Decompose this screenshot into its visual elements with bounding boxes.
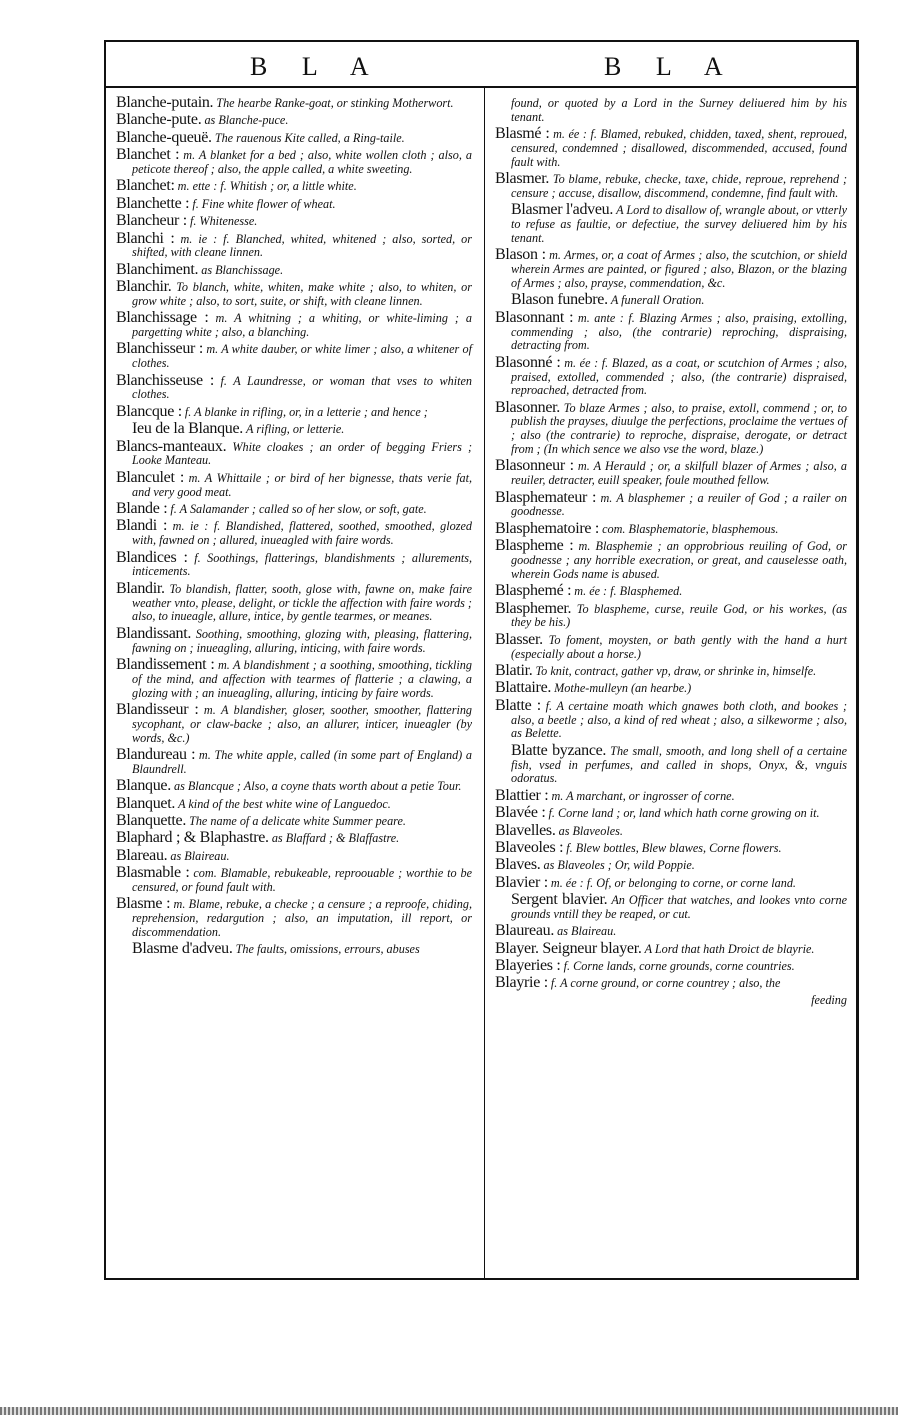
dictionary-entry [495,248,847,290]
entry-headword: Ieu de la Blanque. [132,420,243,438]
entry-headword: Blanque. [116,777,171,795]
entry-headword: Blanche-queuë. [116,128,212,146]
column-divider [484,88,485,1278]
dictionary-entry [116,548,473,580]
frame-right-rule [856,40,859,1278]
dictionary-entry [495,741,848,786]
dictionary-entry [116,229,472,261]
entry-headword: Blasonné : [495,353,561,371]
entry-headword: Blanche-putain. [116,94,214,111]
entry-definition: m. Armes, or, a coat of Armes ; also, the scutchion, or shield wherein Armes are painted, or figured ; also, Blazon, or the blazing of Armes ; also, prayse, commendation, &c. [511,248,847,290]
frame-bottom-rule [104,1278,859,1280]
entry-headword: Blanchisseur : [116,340,204,358]
entry-definition: f. Whitenesse. [189,214,258,229]
entry-definition: A kind of the best white wine of Languedoc. [178,796,391,811]
dictionary-entry [495,308,848,353]
entry-headword: Blancheur : [116,212,187,230]
entry-definition: To blaspheme, curse, reuile God, or his workes, (as they be his.) [511,601,847,630]
entry-headword: Blattaire. [495,679,552,697]
running-head-left: B L A [250,52,383,81]
entry-headword: Sergent blavier. [511,891,608,909]
entry-headword: Blandissant. [116,624,192,642]
entry-definition: m. A Herauld ; or, a skilfull blazer of Armes ; also, a reuiler, detracter, euill speaker, foule mouthed fellow. [511,459,848,488]
entry-headword: Blasonneur : [495,457,574,475]
dictionary-entry [495,293,847,308]
entry-definition: com. Blasphematorie, blasphemous. [602,521,779,536]
dictionary-entry [495,519,847,537]
entry-headword: Blayeries : [495,957,561,975]
entry-headword: Blasphemé : [495,582,572,600]
entry-headword: Blaveoles : [495,838,564,856]
entry-definition: f. A blanke in rifling, or, in a letterie ; and hence ; [184,404,428,419]
dictionary-entry [495,681,847,696]
dictionary-entry [116,311,472,340]
dictionary-entry [495,488,847,520]
dictionary-entry [495,806,847,821]
dictionary-entry [495,459,847,488]
entry-headword: Blanchet : [116,146,180,164]
entry-definition: m. ée : f. Blazed, as a coat, or scutchion of Armes ; also, praised, extolled, commended ; also, (the contrarie) dispraised, reproached, detracted from. [511,355,847,398]
dictionary-entry [116,371,472,403]
entry-headword: Blanchir. [116,278,172,296]
catchword: feeding [811,992,847,1007]
entry-definition: as Blanche-puce. [204,113,289,128]
entry-definition: m. ée : f. Blasphemed. [574,584,683,599]
dictionary-entry [495,873,847,891]
entry-definition: as Blaffard ; & Blaffastre. [271,831,400,846]
entry-headword: Blandir. [116,579,165,597]
entry-headword: Blavée : [495,804,546,822]
entry-definition: m. A blasphemer ; a reuiler of God ; a railer on goodnesse. [511,490,847,519]
dictionary-entry [116,897,472,939]
dictionary-entry [495,959,847,974]
dictionary-entry [116,437,473,469]
entry-definition: The faults, omissions, errours, abuses [235,942,420,957]
entry-headword: Blande : [116,500,168,518]
entry-definition: m. The white apple, called (in some part of England) a Blaundrell. [132,747,472,776]
entry-definition: A rifling, or letterie. [246,422,345,437]
dictionary-entry [116,866,472,895]
dictionary-entry [495,353,847,398]
entry-definition: A Lord to disallow of, wrangle about, or vtterly to refuse as faultie, or defectiue, the survey deliuered him by his tenant. [511,203,848,245]
entry-headword: Blandi : [116,517,168,535]
entry-headword: Blavelles. [495,821,556,839]
dictionary-entry [495,939,847,957]
frame-top-rule [104,40,859,42]
entry-headword: Blanche-pute. [116,111,202,129]
frame-left-rule [104,40,106,1278]
entry-definition: m. Blame, rebuke, a checke ; a censure ; a reproofe, chiding, reprehension, redargution ; also, an imputation, ill report, or discommendation. [132,897,472,939]
dictionary-entry [116,846,472,864]
entry-definition: as Blaireau. [170,848,230,863]
dictionary-entry [116,831,472,846]
entry-headword: Blanquette. [116,811,187,829]
entry-headword: Blancs-manteaux. [116,437,227,455]
entry-headword: Blasmable : [116,864,190,882]
dictionary-entry [116,779,472,794]
entry-headword: Blayer. Seigneur blayer. [495,939,642,957]
entry-definition: m. Blasphemie ; an opprobrious reuiling of God, or goodnesse ; any horrible execration, or great, and causelesse oath, wherein Gods name is abused. [511,539,848,581]
dictionary-entry [116,280,472,309]
entry-definition: A funerall Oration. [610,293,705,308]
dictionary-entry [495,127,847,169]
dictionary-entry [116,96,472,111]
dictionary-entry [116,194,472,212]
entry-headword: Blasmé : [495,125,550,143]
left-column [116,96,472,960]
entry-headword: Blandices : [116,548,188,566]
dictionary-entry [495,398,847,457]
entry-definition: To blaze Armes ; also, to praise, extoll, commend ; or, to publish the prayses, diuulge the perfections, proclaime the vertues of ; also (the contrarie) to reproche, dispraise, derogate, or detract from ; (In which sence we also vse the word, blaze.) [511,400,847,457]
entry-definition: To foment, moysten, or bath gently with the hand a hurt (especially about a horse.) [511,632,847,661]
entry-headword: Blasme : [116,895,171,913]
entry-definition: To blame, rebuke, checke, taxe, chide, reproue, reprehend ; censure ; accuse, disallow, discommend, condemne, find fault with. [511,172,848,200]
entry-headword: Blasser. [495,630,543,648]
entry-headword: Blanchisseuse : [116,371,215,389]
entry-definition: The hearbe Ranke-goat, or stinking Motherwort. [216,96,454,110]
entry-definition: com. Blamable, rebukeable, reproouable ; worthie to be censured, or found fault with. [132,866,472,894]
entry-definition: To blandish, flatter, sooth, glose with, fawne on, make faire weather vnto, please, delight, or tickle the affection with faire words ; also, to inueagle, allure, intice, by gentle tearmes, or meanes. [132,581,472,624]
dictionary-entry [116,260,472,278]
entry-headword: Blandissement : [116,655,215,673]
entry-definition: m. ée : f. Of, or belonging to corne, or corne land. [550,875,796,890]
entry-headword: Blatir. [495,661,533,679]
dictionary-entry [116,468,473,500]
dictionary-entry [495,838,847,856]
dictionary-entry [116,745,472,777]
entry-definition: m. A blandishment ; a soothing, smoothing, tickling of the mind, and affection with tearmes of flatterie ; a clawing, a glozing with ; an inueagling, alluring, inticing by faire words. [132,657,472,700]
entry-headword: Blasmer. [495,170,550,188]
entry-definition: f. Corne land ; or, land which hath corne growing on it. [548,806,820,821]
entry-headword: Blaphard ; & Blaphastre. [116,829,269,847]
dictionary-entry [116,624,472,656]
entry-headword: Blaureau. [495,922,555,940]
entry-headword: Blanchi : [116,229,175,247]
dictionary-entry [116,179,472,194]
entry-headword: Blareau. [116,846,168,864]
entry-headword: Blatte : [495,696,541,714]
dictionary-entry [495,203,847,245]
right-column [495,96,847,1007]
dictionary-entry [116,342,472,371]
entry-headword: Blasme d'adveu. [132,940,233,958]
entry-headword: Blatte byzance. [511,741,607,759]
entry-headword: Blasonner. [495,398,560,416]
dictionary-entry [495,924,847,939]
dictionary-entry [495,599,847,631]
entry-definition: as Blaveoles ; Or, wild Poppie. [543,858,695,873]
dictionary-entry [116,113,472,128]
entry-definition: m. A blanket for a bed ; also, white wollen cloth ; also, a peticote thereof ; also, the apple called, a white sweeting. [132,148,472,176]
entry-headword: Blayrie : [495,974,548,992]
entry-definition: f. Soothings, flatterings, blandishments ; allurements, inticements. [132,550,473,579]
entry-definition: To blanch, white, whiten, make white ; also, to whiten, or grow white ; also, to sort, suite, or shift, with cleane linnen. [132,280,473,308]
entry-definition: m. A marchant, or ingrosser of corne. [551,788,735,803]
entry-definition: White cloakes ; an order of begging Friers ; Looke Manteau. [132,439,473,468]
entry-definition: f. Blew bottles, Blew blawes, Corne flowers. [566,840,782,855]
entry-headword: Blason funebre. [511,291,608,309]
entry-headword: Blasphemateur : [495,488,597,506]
dictionary-entry [495,630,847,662]
header-rule [104,86,859,88]
entry-definition: The name of a delicate white Summer peare. [189,813,406,828]
dictionary-entry [116,655,472,700]
entry-definition: Mothe-mulleyn (an hearbe.) [554,681,692,696]
entry-definition: f. A corne ground, or corne countrey ; also, the [550,976,781,991]
entry-headword: Blaspheme : [495,537,574,555]
entry-definition: as Blanchissage. [201,262,284,277]
dictionary-entry [495,172,847,201]
entry-headword: Blanchiment. [116,260,199,278]
entry-headword: Blavier : [495,873,548,891]
dictionary-entry [495,821,847,839]
entry-definition: m. ie : f. Blandished, flattered, soothed, smoothed, glozed with, fawned on ; allured, inueagled with faire words. [132,519,473,548]
entry-definition: The rauenous Kite called, a Ring-taile. [214,130,405,145]
dictionary-entry [116,811,472,829]
dictionary-entry [495,539,847,581]
dictionary-entry [116,128,472,146]
entry-definition: f. A Salamander ; called so of her slow, or soft, gate. [170,502,427,517]
entry-headword: Blanculet : [116,468,184,486]
entry-definition: f. Fine white flower of wheat. [192,196,336,211]
entry-definition: as Blaveoles. [558,823,623,838]
entry-headword: Blattier : [495,786,549,804]
entry-definition: f. A certaine moath which gnawes both cloth, and bookes ; also, a beetle ; also, a kind of red wheat ; also, a silkeworme ; also, as Belette. [511,698,848,741]
entry-definition: m. A blandisher, gloser, soother, smoother, flattering sycophant, or claw-backe ; also, an allurer, inticer, inueagler (by words, &c.) [132,702,473,745]
entry-headword: Blasmer l'adveu. [511,201,614,219]
entry-definition: as Blaireau. [557,924,617,939]
entry-definition: m. A Whittaile ; or bird of her bignesse, thats verie fat, and very good meat. [132,470,473,499]
entry-definition: m. A whitning ; a whiting, or white-liming ; a pargetting white ; also, a blanching. [132,311,472,340]
dictionary-entry [116,794,472,812]
entry-definition: f. A Laundresse, or woman that vses to whiten clothes. [132,373,472,402]
dictionary-entry [495,976,847,991]
entry-definition: m. ée : f. Blamed, rebuked, chidden, taxed, shent, reproued, censured, condemned ; disallowed, discommended, accused, found fault with. [511,127,847,169]
dictionary-entry [495,96,847,125]
dictionary-entry [495,893,847,922]
entry-definition: A Lord that hath Droict de blayrie. [644,941,815,956]
entry-definition: m. ie : f. Blanched, whited, whitened ; also, sorted, or shifted, with cleane linnen. [132,231,472,260]
dictionary-entry [495,661,847,679]
entry-definition: found, or quoted by a Lord in the Surney deliuered him by his tenant. [511,96,847,124]
dictionary-entry [116,579,472,624]
dictionary-entry [116,519,472,548]
scan-edge-strip [0,1407,898,1415]
dictionary-entry [495,858,847,873]
entry-definition: An Officer that watches, and lookes vnto corne grounds vntill they be reaped, or cut. [511,893,848,921]
dictionary-entry [116,700,473,745]
entry-headword: Blanquet. [116,794,176,812]
dictionary-entry [495,786,847,804]
dictionary-entry [116,422,472,437]
entry-headword: Blanchette : [116,194,190,212]
dictionary-entry [116,214,472,229]
entry-headword: Blasphemer. [495,599,572,617]
dictionary-entry [116,148,472,177]
entry-definition: Soothing, smoothing, glozing with, pleasing, flattering, fawning on ; inueagling, alluring, inticing, with faire words. [132,626,472,655]
entry-definition: as Blancque ; Also, a coyne thats worth about a petie Tour. [173,779,462,794]
entry-definition: To knit, contract, gather vp, draw, or shrinke in, himselfe. [535,663,817,678]
entry-definition: f. Corne lands, corne grounds, corne countries. [563,959,795,974]
entry-headword: Blandisseur : [116,700,199,718]
dictionary-entry [495,584,847,599]
entry-headword: Blancque : [116,402,182,420]
entry-headword: Blandureau : [116,745,196,763]
entry-headword: Blanchet: [116,177,175,195]
dictionary-entry [116,502,472,517]
running-head-right: B L A [604,52,737,81]
entry-headword: Blasphematoire : [495,519,600,537]
entry-headword: Blasonnant : [495,308,574,326]
entry-definition: The small, smooth, and long shell of a certaine fish, vsed in perfumes, and called in shops, Onyx, &, vnguis odoratus. [511,743,848,786]
entry-headword: Blanchissage : [116,309,209,327]
dictionary-entry [116,402,472,420]
entry-definition: m. ette : f. Whitish ; or, a little white. [177,179,357,194]
entry-definition: m. A white dauber, or white limer ; also, a whitener of clothes. [132,342,472,371]
entry-headword: Blason : [495,246,546,264]
dictionary-entry [495,696,848,741]
entry-headword: Blaves. [495,856,541,874]
dictionary-entry [116,942,472,957]
entry-definition: m. ante : f. Blazing Armes ; also, praising, extolling, commending ; also, (the contrarie) reproching, dispraising, detracting from. [511,310,848,353]
